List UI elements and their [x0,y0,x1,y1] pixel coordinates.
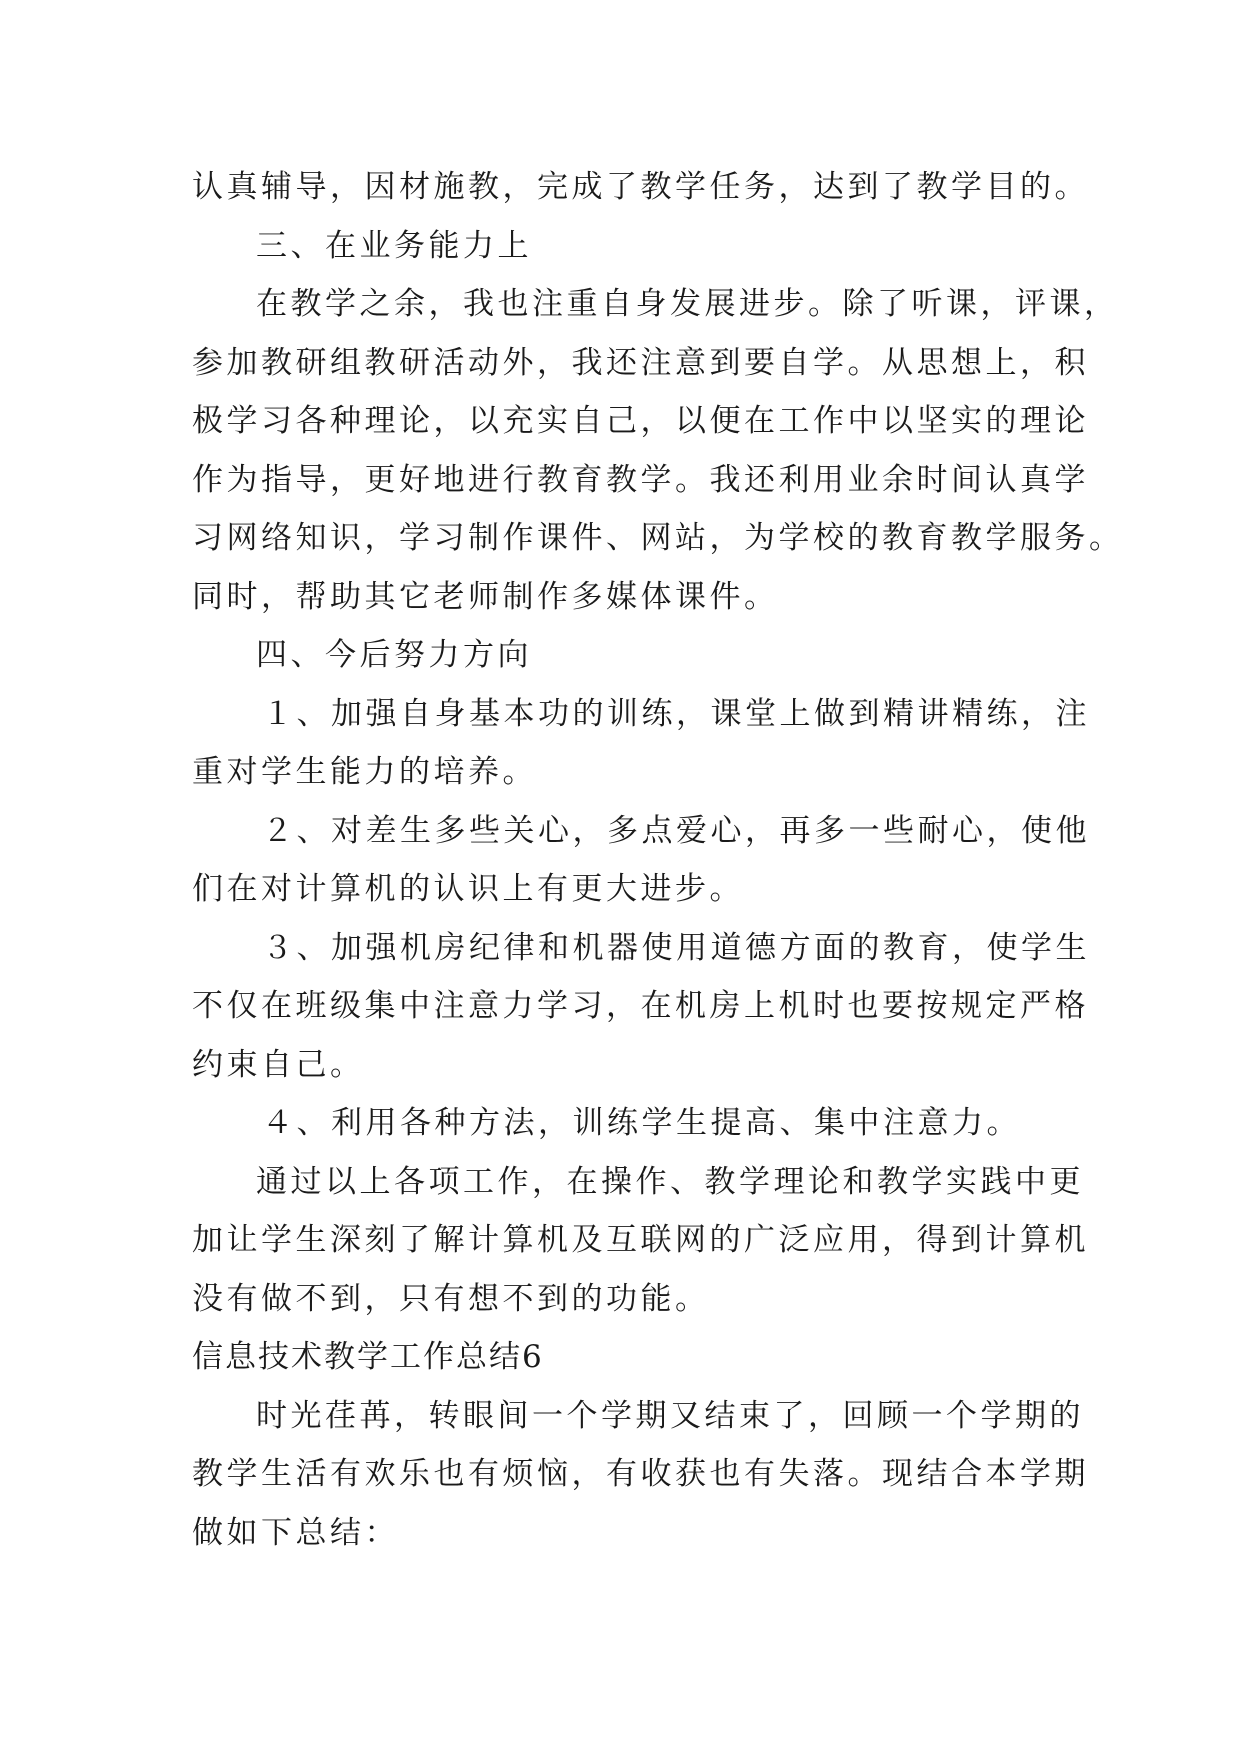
list-item-first-line: ４、利用各种方法，训练学生提高、集中注意力。 [262,1105,1021,1141]
list-item-first-line: ３、加强机房纪律和机器使用道德方面的教育，使学生 [262,929,1090,966]
paragraph-first-line: 时光荏苒，转眼间一个学期又结束了，回顾一个学期的 [256,1397,1084,1434]
body-line: 约束自己。 [192,1046,365,1083]
body-line: 参加教研组教研活动外，我还注意到要自学。从思想上，积 [192,344,1089,381]
paragraph-first-line: 在教学之余，我也注重自身发展进步。除了听课，评课， [256,286,1119,322]
body-line: 作为指导，更好地进行教育教学。我还利用业余时间认真学 [192,461,1089,498]
list-item-first-line: １、加强自身基本功的训练，课堂上做到精讲精练，注 [262,695,1090,732]
body-line: 认真辅导，因材施教，完成了教学任务，达到了教学目的。 [192,169,1089,205]
body-line: 不仅在班级集中注意力学习，在机房上机时也要按规定严格 [192,988,1089,1024]
body-line: 极学习各种理论，以充实自己，以便在工作中以坚实的理论 [192,403,1089,439]
body-line: 没有做不到，只有想不到的功能。 [192,1280,710,1317]
body-line: 做如下总结： [192,1514,399,1551]
document-page [192,158,1124,1562]
body-line: 习网络知识，学习制作课件、网站，为学校的教育教学服务。 [192,520,1124,556]
list-item-first-line: ２、对差生多些关心，多点爱心，再多一些耐心，使他 [262,812,1090,849]
body-line: 重对学生能力的培养。 [192,754,537,790]
paragraph-first-line: 通过以上各项工作，在操作、教学理论和教学实践中更 [256,1163,1084,1200]
body-line: 们在对计算机的认识上有更大进步。 [192,871,744,907]
section-heading: 四、今后努力方向 [256,637,532,673]
body-line: 加让学生深刻了解计算机及互联网的广泛应用，得到计算机 [192,1222,1089,1258]
document-title: 信息技术教学工作总结6 [192,1339,544,1375]
body-line: 同时，帮助其它老师制作多媒体课件。 [192,578,779,615]
section-heading: 三、在业务能力上 [256,227,532,264]
body-line: 教学生活有欢乐也有烦恼，有收获也有失落。现结合本学期 [192,1456,1089,1492]
